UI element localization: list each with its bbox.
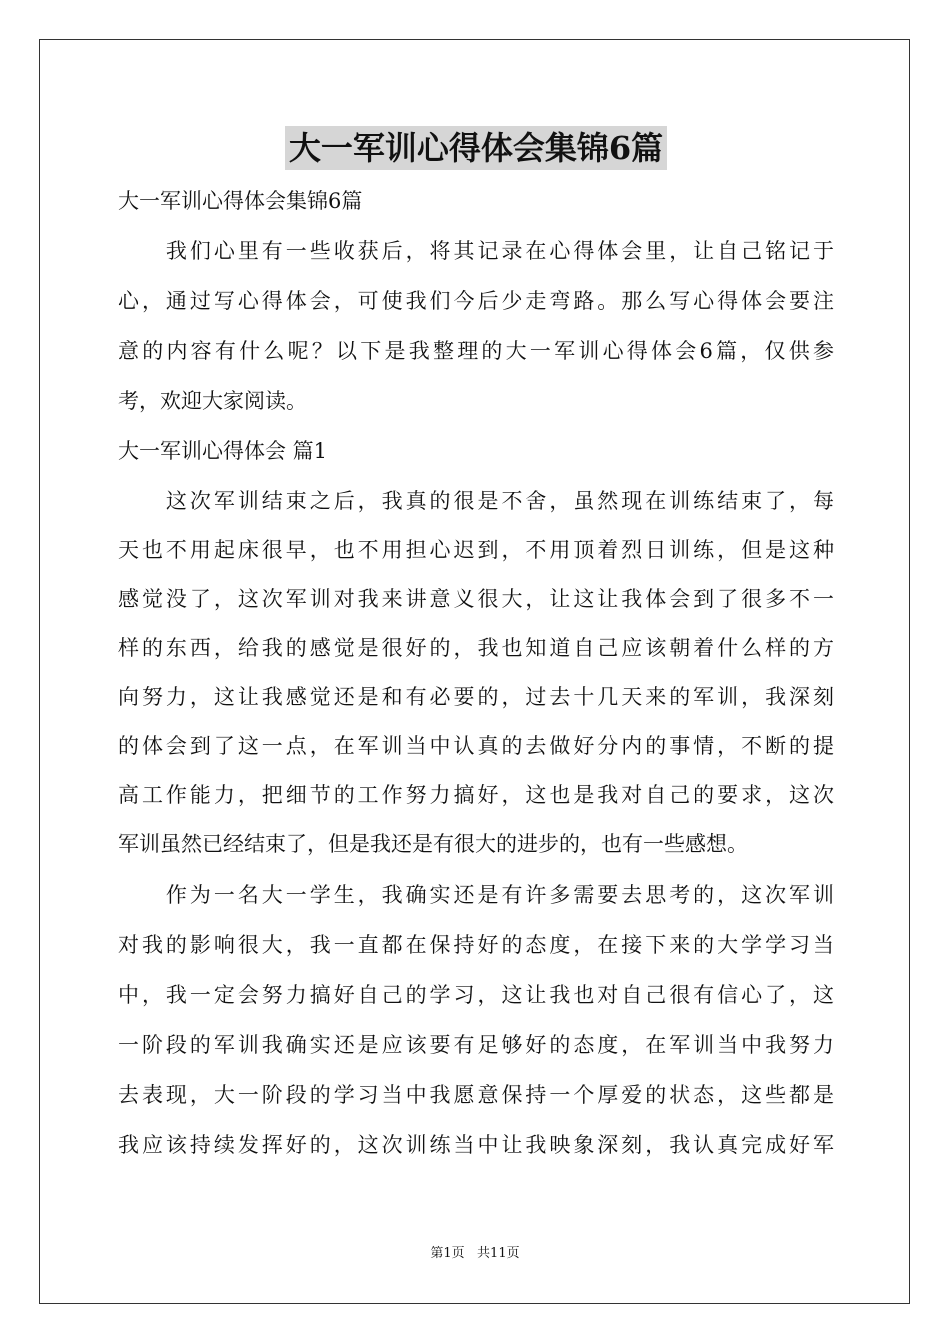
intro-line: 我们心里有一些收获后，将其记录在心得体会里，让自己铭记于 — [118, 239, 834, 263]
intro-line: 心，通过写心得体会，可使我们今后少走弯路。那么写心得体会要注 — [118, 289, 834, 313]
paragraph-line: 军训虽然已经结束了，但是我还是有很大的进步的，也有一些感想。 — [118, 832, 748, 856]
paragraph-line: 样的东西，给我的感觉是很好的，我也知道自己应该朝着什么样的方 — [118, 636, 834, 660]
intro-line: 考，欢迎大家阅读。 — [118, 389, 307, 413]
paragraph-line: 作为一名大一学生，我确实还是有许多需要去思考的，这次军训 — [118, 883, 834, 907]
title-wrapper — [118, 126, 834, 170]
paragraph-line: 的体会到了这一点，在军训当中认真的去做好分内的事情，不断的提 — [118, 734, 834, 758]
page-footer — [0, 1245, 950, 1263]
paragraph-line: 天也不用起床很早，也不用担心迟到，不用顶着烈日训练，但是这种 — [118, 538, 834, 562]
paragraph-line: 高工作能力，把细节的工作努力搞好，这也是我对自己的要求，这次 — [118, 783, 834, 807]
paragraph-line: 对我的影响很大，我一直都在保持好的态度，在接下来的大学学习当 — [118, 933, 834, 957]
page-border — [39, 39, 910, 1304]
paragraph-line: 向努力，这让我感觉还是和有必要的，过去十几天来的军训，我深刻 — [118, 685, 834, 709]
document-subtitle: 大一军训心得体会集锦6篇 — [118, 189, 363, 213]
paragraph-line: 这次军训结束之后，我真的很是不舍，虽然现在训练结束了，每 — [118, 489, 834, 513]
document-title: 大一军训心得体会集锦6篇 — [285, 126, 667, 170]
section-heading: 大一军训心得体会 篇1 — [118, 439, 328, 463]
paragraph-line: 去表现，大一阶段的学习当中我愿意保持一个厚爱的状态，这些都是 — [118, 1083, 834, 1107]
paragraph-line: 感觉没了，这次军训对我来讲意义很大，让这让我体会到了很多不一 — [118, 587, 834, 611]
paragraph-line: 我应该持续发挥好的，这次训练当中让我映象深刻，我认真完成好军 — [118, 1133, 834, 1157]
paragraph-line: 一阶段的军训我确实还是应该要有足够好的态度，在军训当中我努力 — [118, 1033, 834, 1057]
intro-line: 意的内容有什么呢？以下是我整理的大一军训心得体会6篇，仅供参 — [118, 339, 834, 363]
page-number: 第1页 共11页 — [430, 1246, 520, 1261]
paragraph-line: 中，我一定会努力搞好自己的学习，这让我也对自己很有信心了，这 — [118, 983, 834, 1007]
